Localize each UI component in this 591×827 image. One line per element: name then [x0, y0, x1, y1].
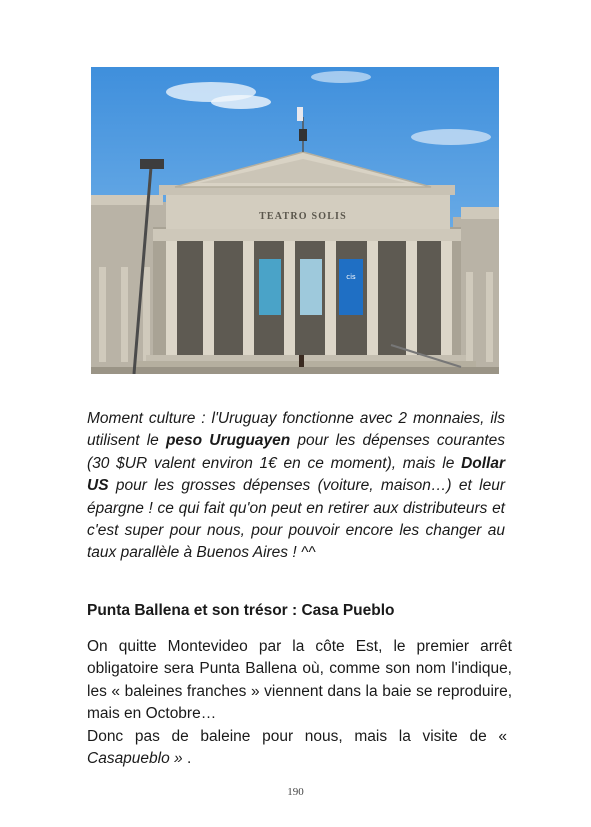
pavement [91, 367, 499, 374]
photo-illustration [91, 67, 499, 374]
banner-3-text: cis [346, 273, 356, 281]
flag [297, 107, 303, 121]
banner-2 [300, 259, 322, 315]
cloud [311, 71, 371, 83]
bold-peso-uruguayen: peso Uruguayen [165, 432, 291, 450]
theatre-sign: TEATRO SOLIS [259, 211, 347, 222]
teatro-solis-photo [91, 67, 499, 374]
paragraph-culture: Moment culture : l'Uruguay fonctionne avec 2 monnaies, ils utilisent le peso Uruguayen pour les dépenses courantes (30 $UR valent environ 1€ en ce moment), mais le Dollar US pour les grosses dépenses (voiture, maison…) et leur épargne ! ce qui fait qu'on peut en retirer aux distributeurs et c'est super pour nous, pour pouvoir encore les changer au taux parallèle à Buenos Aires ! ^^ [87, 410, 505, 562]
lamp-head [140, 159, 164, 169]
bold-dollar-us: Dollar US [87, 454, 505, 495]
steps [146, 355, 466, 361]
cloud [411, 129, 491, 145]
pedestrian [299, 355, 304, 367]
section-heading: Punta Ballena et son trésor : Casa Pueblo [87, 602, 395, 619]
page-number: 190 [287, 786, 304, 798]
paragraph-casapueblo: Donc pas de baleine pour nous, mais la visite de « Casapueblo » . [87, 728, 507, 768]
paragraph-punta-ballena: On quitte Montevideo par la côte Est, le premier arrêt obligatoire sera Punta Ballena où, comme son nom l'indique, les « baleines franches » viennent dans la baie se reproduire, mais en Octobre… [87, 638, 512, 723]
banner-1 [259, 259, 281, 315]
banner-3 [339, 259, 363, 315]
cloud [211, 95, 271, 109]
